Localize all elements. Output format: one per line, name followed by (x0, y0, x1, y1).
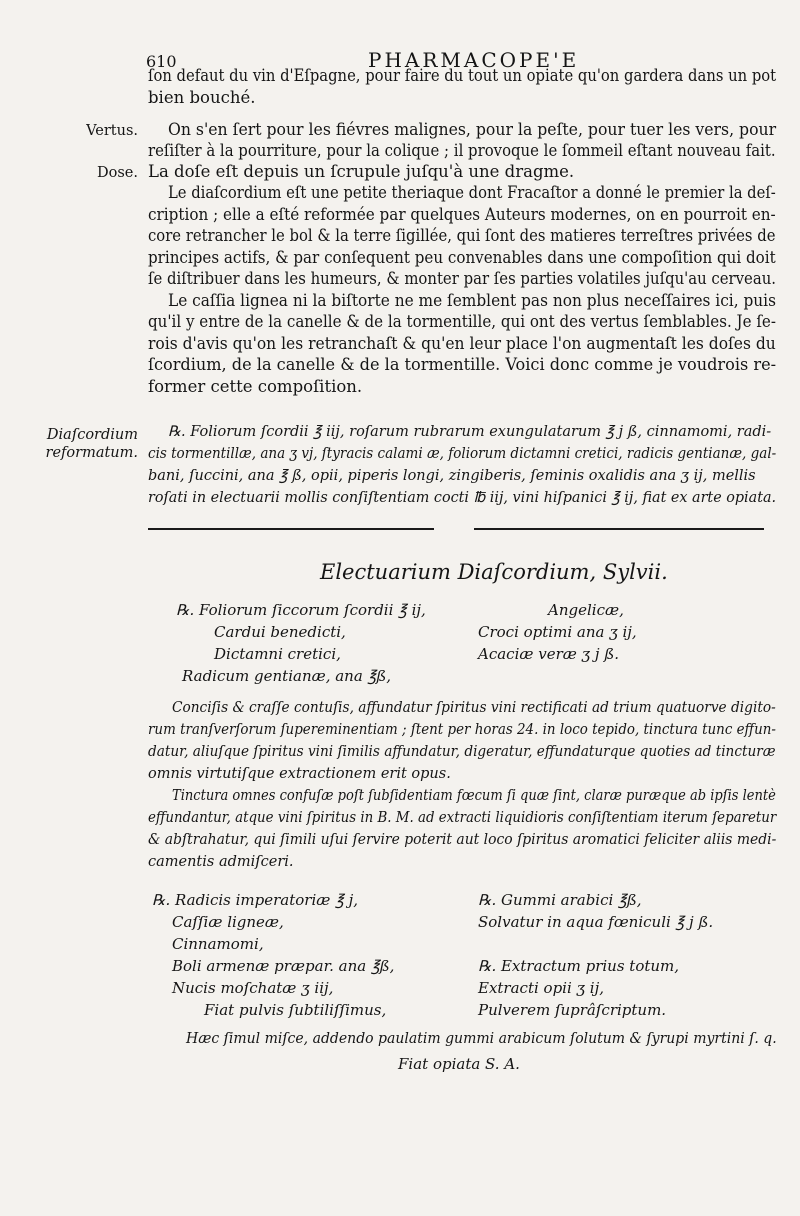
body-line: ſon defaut du vin d'Eſpagne, pour faire du tout un opiate qu'on gardera dans un pot (148, 66, 777, 85)
body-line: reſiſter à la pourriture, pour la colique ; il provoque le ſommeil eſtant nouveau fait. (148, 141, 776, 160)
body-line: qu'il y entre de la canelle & de la tormentille, qui ont des vertus ſemblables. Je ſe- (148, 312, 776, 331)
section-title: Electuarium Diaſcordium, Sylvii. (320, 560, 668, 584)
paragraph-line: datur, aliuſque ſpiritus vini ſimilis affundatur, digeratur, effundaturque quoties ad tincturæ (148, 744, 776, 760)
ingredient-line: ℞. Radicis imperatoriæ ℥ j, (152, 891, 358, 909)
ingredient-line: ℞. Extractum prius totum, (478, 957, 680, 975)
body-line: bien bouché. (148, 88, 256, 107)
body-line: Le caſſia lignea ni la biſtorte ne me ſemblent pas non plus neceſſaires ici, puis (168, 291, 776, 310)
running-title: PHARMACOPE'E (368, 48, 580, 72)
body-line: cription ; elle a eſté reformée par quelques Auteurs modernes, on en pourroit en- (148, 205, 776, 224)
ingredient-line: Dictamni cretici, (214, 645, 341, 663)
paragraph-line: camentis admiſceri. (148, 854, 294, 870)
margin-note-dose: Dose. (97, 165, 138, 181)
paragraph-line: Tinctura omnes confuſæ poſt ſubſidentiam fœcum ſi quæ ſint, claræ puræque ab ipſis lentè (172, 788, 776, 804)
ingredient-line: Extracti opii ʒ ij, (478, 979, 604, 997)
body-line: Le diaſcordium eſt une petite theriaque dont Fracaſtor a donné le premier la deſ- (168, 183, 776, 202)
body-line: On s'en ſert pour les fiévres malignes, pour la peſte, pour tuer les vers, pour (168, 120, 777, 139)
ingredient-line: Solvatur in aqua fœniculi ℥ j ß. (478, 913, 714, 931)
body-line: ſcordium, de la canelle & de la tormentille. Voici donc comme je voudrois re- (148, 355, 777, 374)
body-line: La doſe eſt depuis un ſcrupule juſqu'à une dragme. (148, 162, 575, 181)
formula-line: cis tormentillæ, ana ʒ vj, ſtyracis calami æ, foliorum dictamni cretici, radicis gentianæ, gal- (148, 446, 777, 462)
paragraph-line: omnis virtutiſque extractionem erit opus. (148, 766, 451, 782)
formula-line: ℞. Foliorum ſcordii ℥ iij, roſarum rubrarum exungulatarum ℥ j ß, cinnamomi, radi- (168, 424, 772, 440)
ingredient-line: Fiat pulvis ſubtiliſſimus, (204, 1001, 387, 1019)
paragraph-line: rum tranſverſorum ſupereminentiam ; ſtent per horas 24. in loco tepido, tinctura tunc effun- (148, 722, 776, 738)
body-line: principes actifs, & par conſequent peu convenables dans une compoſition qui doit (148, 248, 776, 267)
body-line: ſe diſtribuer dans les humeurs, & monter par ſes parties volatiles juſqu'au cerveau. (148, 269, 777, 288)
body-line: core retrancher le bol & la terre ſigillée, qui ſont des matieres terreſtres privées de (148, 226, 776, 245)
margin-note-vertus: Vertus. (86, 123, 138, 139)
ingredient-line: Radicum gentianæ, ana ℥ß, (182, 667, 392, 685)
ingredient-line: Croci optimi ana ʒ ij, (478, 623, 637, 641)
margin-note-reformatum: reformatum. (45, 445, 138, 461)
closing-instruction: Hæc ſimul miſce, addendo paulatim gummi arabicum ſolutum & ſyrupi myrtini ſ. q. (186, 1029, 777, 1047)
page-number: 610 (146, 52, 177, 71)
body-line: former cette compoſition. (148, 377, 363, 396)
paragraph-line: & abſtrahatur, qui ſimili uſui ſervire poterit aut loco ſpiritus aromatici feliciter aliis medi- (148, 832, 777, 848)
ingredient-line: Cardui benedicti, (214, 623, 346, 641)
margin-note-diascordium: Diaſcordium (46, 427, 138, 443)
body-line: rois d'avis qu'on les retranchaſt & qu'en leur place l'on augmentaſt les doſes du (148, 334, 776, 353)
ingredient-line: ℞. Foliorum ſiccorum ſcordii ℥ ij, (176, 601, 426, 619)
formula-line: roſati in electuarii mollis conſiſtentiam cocti ℔ iij, vini hiſpanici ℥ ij, fiat ex arte opiata. (148, 490, 777, 506)
ingredient-line: Pulverem ſuprâſcriptum. (478, 1001, 667, 1019)
ingredient-line: ℞. Gummi arabici ℥ß, (478, 891, 642, 909)
paragraph-line: Conciſis & craſſe contuſis, affundatur ſpiritus vini rectificati ad trium quatuorve digito- (172, 700, 776, 716)
ingredient-line: Caſſiæ ligneæ, (172, 913, 284, 931)
paragraph-line: effundantur, atque vini ſpiritus in B. M. ad extracti liquidioris conſiſtentiam iterum ſeparetur (148, 810, 777, 826)
ingredient-line: Boli armenæ præpar. ana ℥ß, (172, 957, 395, 975)
ingredient-line: Angelicæ, (548, 601, 624, 619)
final-instruction: Fiat opiata S. A. (398, 1055, 520, 1073)
separator-rule-left (148, 528, 434, 530)
ingredient-line: Nucis moſchatæ ʒ iij, (172, 979, 334, 997)
formula-line: bani, ſuccini, ana ℥ ß, opii, piperis longi, zingiberis, ſeminis oxalidis ana ʒ ij, mellis (148, 468, 756, 484)
separator-rule-right (474, 528, 764, 530)
ingredient-line: Acaciæ veræ ʒ j ß. (478, 645, 620, 663)
ingredient-line: Cinnamomi, (172, 935, 264, 953)
